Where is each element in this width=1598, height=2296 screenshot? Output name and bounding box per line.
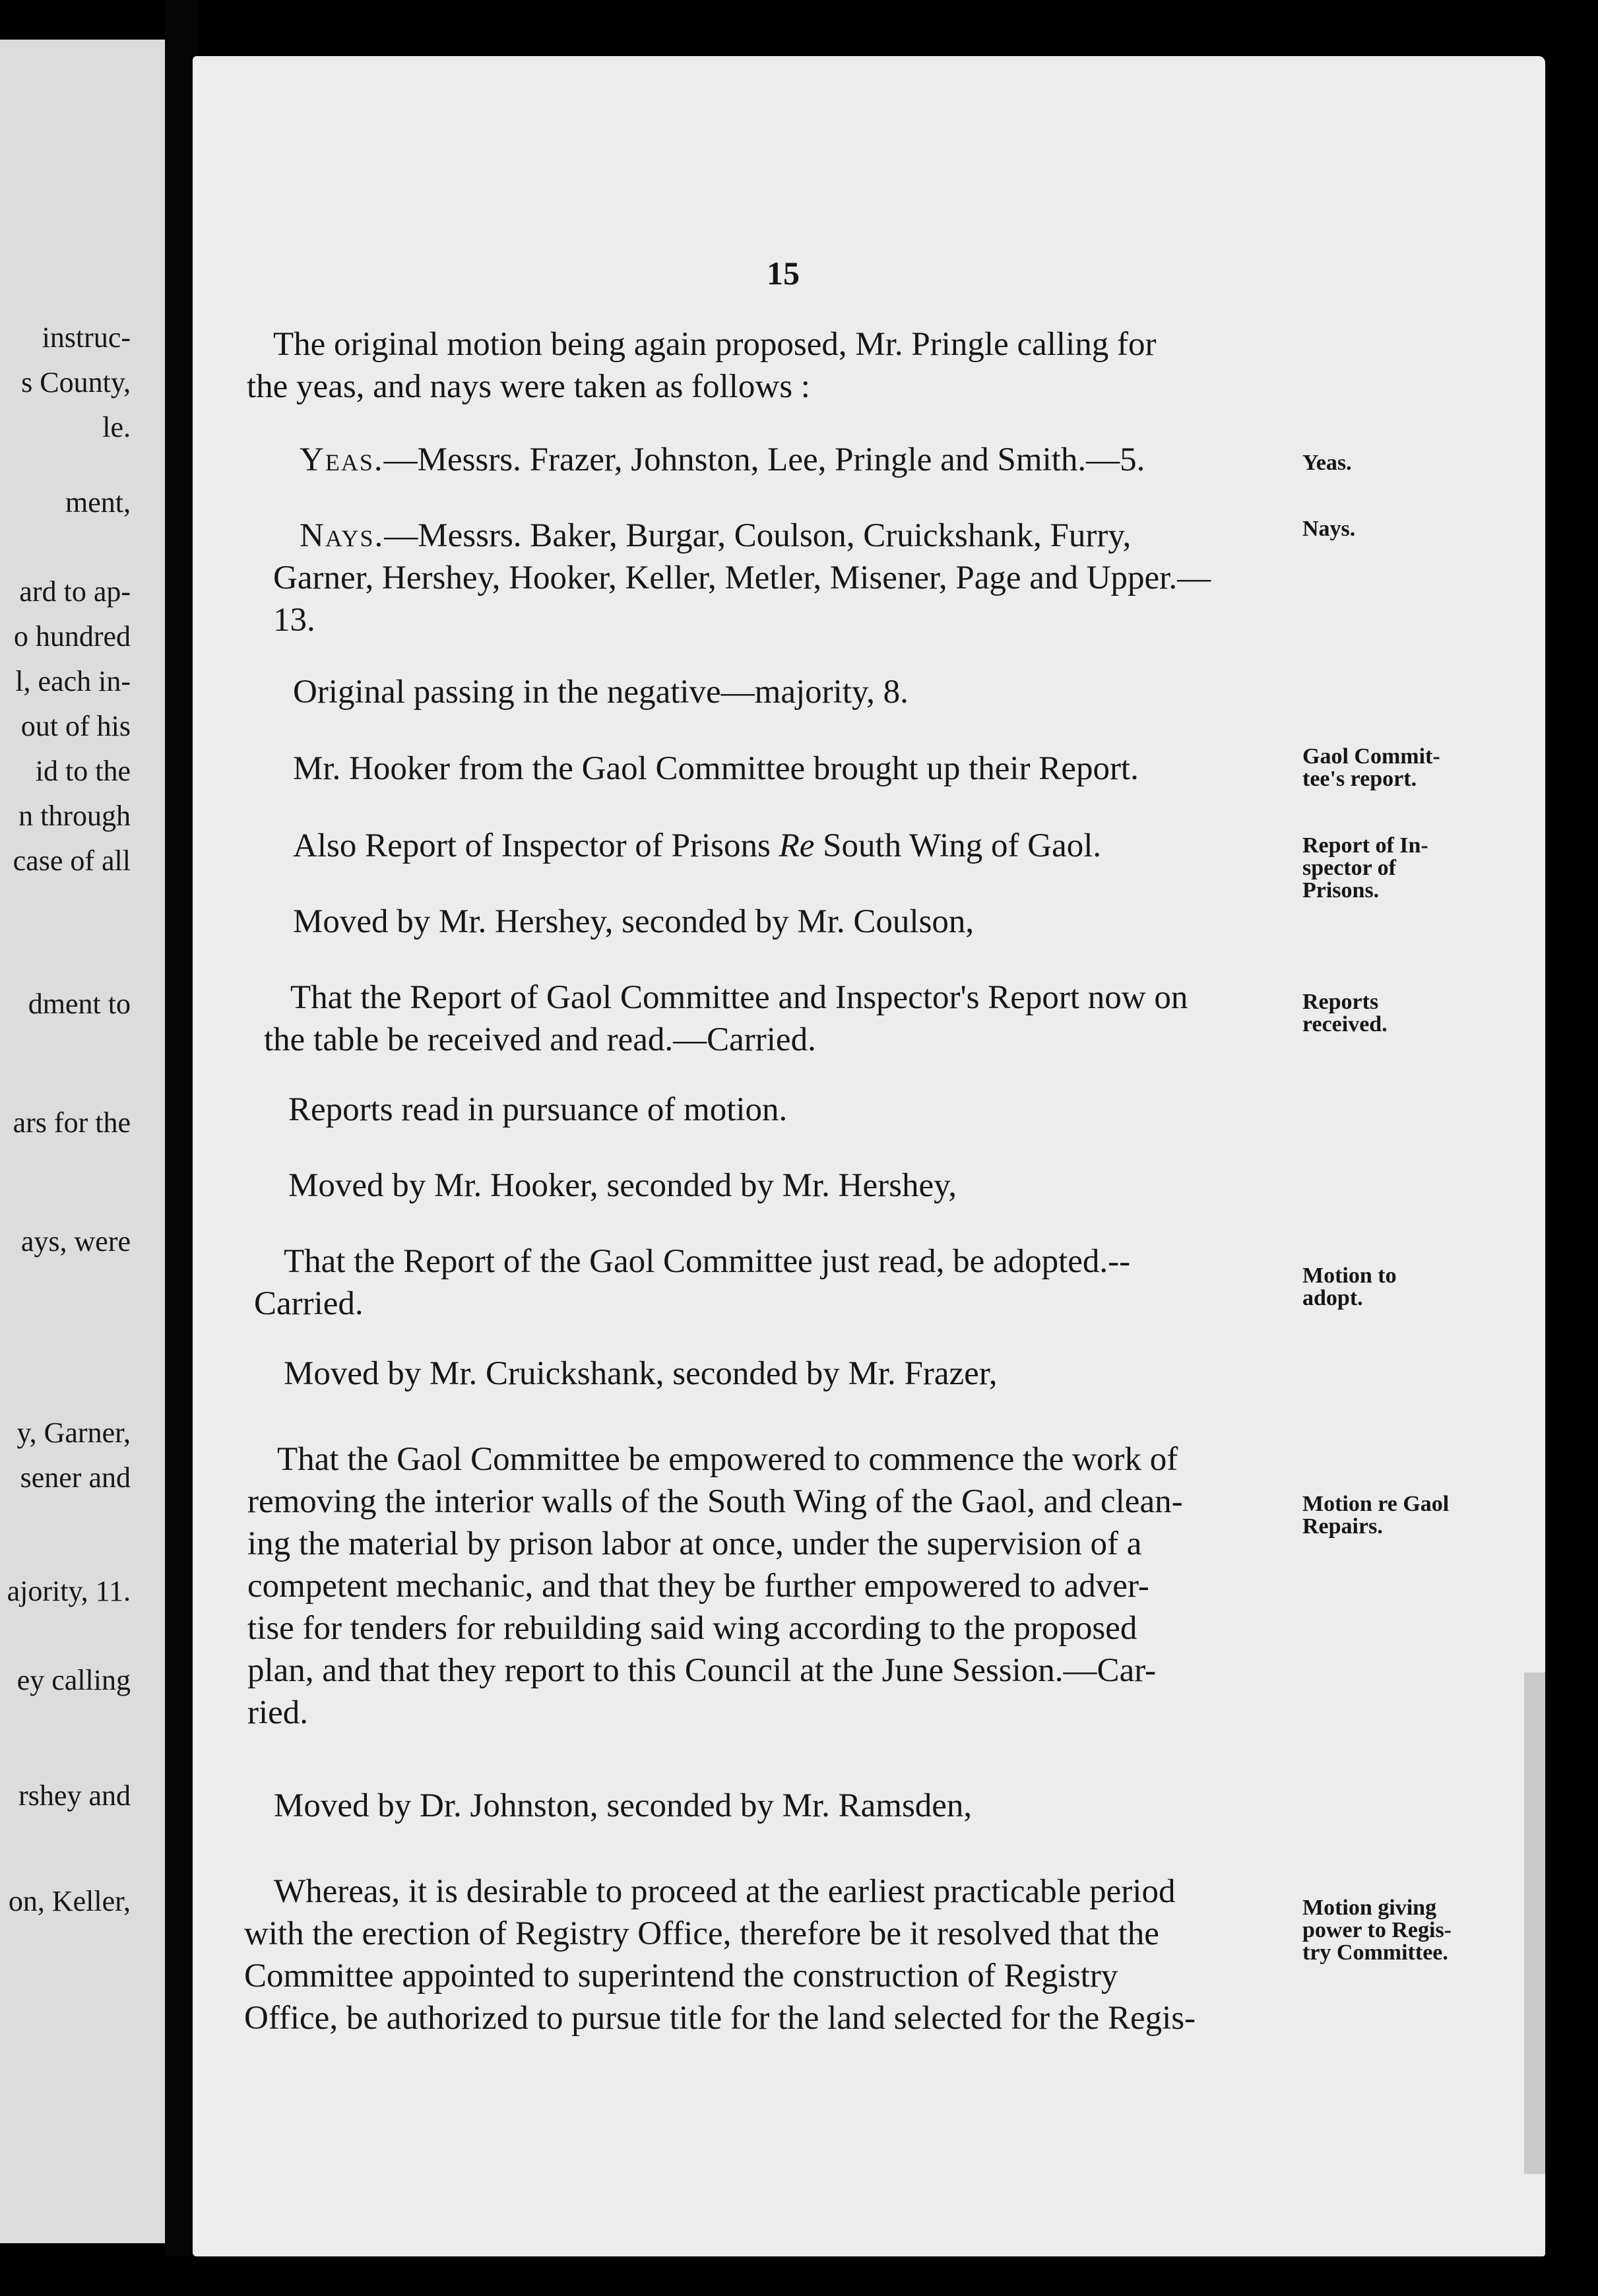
nays-text: —Messrs. Baker, Burgar, Coulson, Cruickshank, Furry, [384,517,1132,554]
paragraph-original-motion [247,323,1157,408]
margin-note-reports-received [1302,991,1388,1036]
margin-note-line: tee's report. [1302,767,1417,791]
paragraph-moved-hooker: Moved by Mr. Hooker, seconded by Mr. Hershey, [288,1167,957,1204]
text-line: That the Report of the Gaol Committee just read, be adopted.-- [284,1243,1131,1280]
text-fragment: South Wing of Gaol. [814,827,1102,864]
margin-note-line: Motion re Gaol [1302,1492,1450,1516]
margin-note-line: adopt. [1302,1286,1363,1310]
margin-note-line: Repairs. [1302,1514,1383,1539]
margin-note-inspector-report [1302,835,1428,902]
left-line: ays, were [20,1225,131,1258]
paragraph-nays [273,515,1211,641]
text-italic: Re [779,827,815,864]
text-line: the yeas, and nays were taken as follows : [247,368,810,405]
scan-bottom-border [0,2256,1598,2296]
text-line: That the Report of Gaol Committee and Inspector's Report now on [290,979,1188,1016]
left-line: o hundred [13,620,131,653]
margin-note-yeas [1302,452,1352,474]
margin-note-motion-repairs [1302,1493,1449,1538]
left-line: id to the [35,755,131,787]
left-line: dment to [28,988,131,1020]
text-line: That the Gaol Committee be empowered to commence the work of [277,1441,1178,1478]
text-line: Whereas, it is desirable to proceed at the earliest practicable period [274,1873,1176,1910]
text-fragment: Also Report of Inspector of Prisons [293,827,779,864]
left-line: ajority, 11. [7,1575,131,1607]
text-line: Garner, Hershey, Hooker, Keller, Metler, Misener, Page and Upper.— [273,559,1211,596]
left-line: instruc- [42,321,131,354]
paragraph-inspector-report [293,825,1101,867]
paragraph-original-negative: Original passing in the negative—majority, 8. [293,674,909,711]
text-line: Office, be authorized to pursue title for the land selected for the Regis- [244,2000,1196,2037]
text-line: competent mechanic, and that they be further empowered to adver- [247,1568,1149,1605]
paragraph-moved-hershey: Moved by Mr. Hershey, seconded by Mr. Coulson, [293,903,975,940]
paragraph-gaol-report: Mr. Hooker from the Gaol Committee brought up their Report. [293,750,1139,787]
yeas-text: —Messrs. Frazer, Johnston, Lee, Pringle and Smith.—5. [383,441,1145,478]
margin-note-line: Motion to [1302,1263,1397,1288]
page-number: 15 [767,255,800,292]
margin-note-line: Yeas. [1302,451,1352,475]
margin-note-motion-adopt [1302,1265,1397,1310]
text-line: Carried. [254,1285,364,1322]
page-15 [193,56,1545,2256]
text-line: removing the interior walls of the South Wing of the Gaol, and clean- [247,1483,1183,1520]
paragraph-reports-received [264,976,1188,1061]
left-line: y, Garner, [16,1417,131,1449]
paragraph-adopt-report [254,1240,1131,1325]
text-line: ing the material by prison labor at once, under the supervision of a [247,1525,1142,1562]
paragraph-registry-office [244,1870,1196,2039]
text-line: tise for tenders for rebuilding said wing according to the proposed [247,1610,1137,1647]
left-line: ment, [65,486,131,519]
text-line: The original motion being again proposed, Mr. Pringle calling for [273,326,1157,363]
yeas-label: Yeas. [300,441,384,478]
text-line: with the erection of Registry Office, therefore be it resolved that the [244,1915,1159,1952]
margin-note-line: Motion giving [1302,1896,1437,1920]
left-line: le. [102,411,131,443]
paragraph-moved-johnston: Moved by Dr. Johnston, seconded by Mr. Ramsden, [274,1787,973,1824]
margin-note-nays [1302,518,1355,540]
margin-note-line: Report of In- [1302,833,1428,858]
text-line: plan, and that they report to this Council at the June Session.—Car- [247,1652,1157,1689]
left-line: sener and [20,1461,131,1494]
text-line: ried. [247,1694,309,1731]
margin-note-line: Prisons. [1302,878,1380,903]
text-line: the table be received and read.—Carried. [264,1021,816,1058]
left-line: l, each in- [15,665,131,697]
margin-note-line: Nays. [1302,517,1356,541]
margin-note-motion-registry [1302,1897,1452,1964]
left-line: ard to ap- [19,575,131,608]
text-line: Committee appointed to superintend the construction of Registry [244,1958,1118,1994]
nays-label: Nays. [300,517,385,554]
margin-note-line: spector of [1302,856,1396,880]
left-line: n through [18,800,131,832]
page-edge-shadow [1524,1673,1545,2174]
left-line: rshey and [18,1779,131,1812]
margin-note-line: received. [1302,1012,1388,1036]
margin-note-line: try Committee. [1302,1940,1448,1965]
left-line: on, Keller, [8,1885,131,1917]
margin-note-line: Gaol Commit- [1302,744,1440,769]
left-line: out of his [20,710,131,742]
left-line: case of all [13,845,131,877]
left-line: ey calling [16,1664,131,1696]
paragraph-yeas [300,439,1145,481]
left-line: s County, [21,366,131,399]
paragraph-reports-read: Reports read in pursuance of motion. [288,1091,788,1128]
paragraph-moved-cruickshank: Moved by Mr. Cruickshank, seconded by Mr. Frazer, [284,1355,998,1392]
left-line: ars for the [13,1106,131,1139]
margin-note-gaol-report [1302,746,1440,790]
paragraph-gaol-repairs [247,1438,1183,1734]
text-line: 13. [273,602,315,639]
margin-note-line: power to Regis- [1302,1918,1452,1942]
left-facing-page [0,40,165,2243]
margin-note-line: Reports [1302,990,1379,1014]
